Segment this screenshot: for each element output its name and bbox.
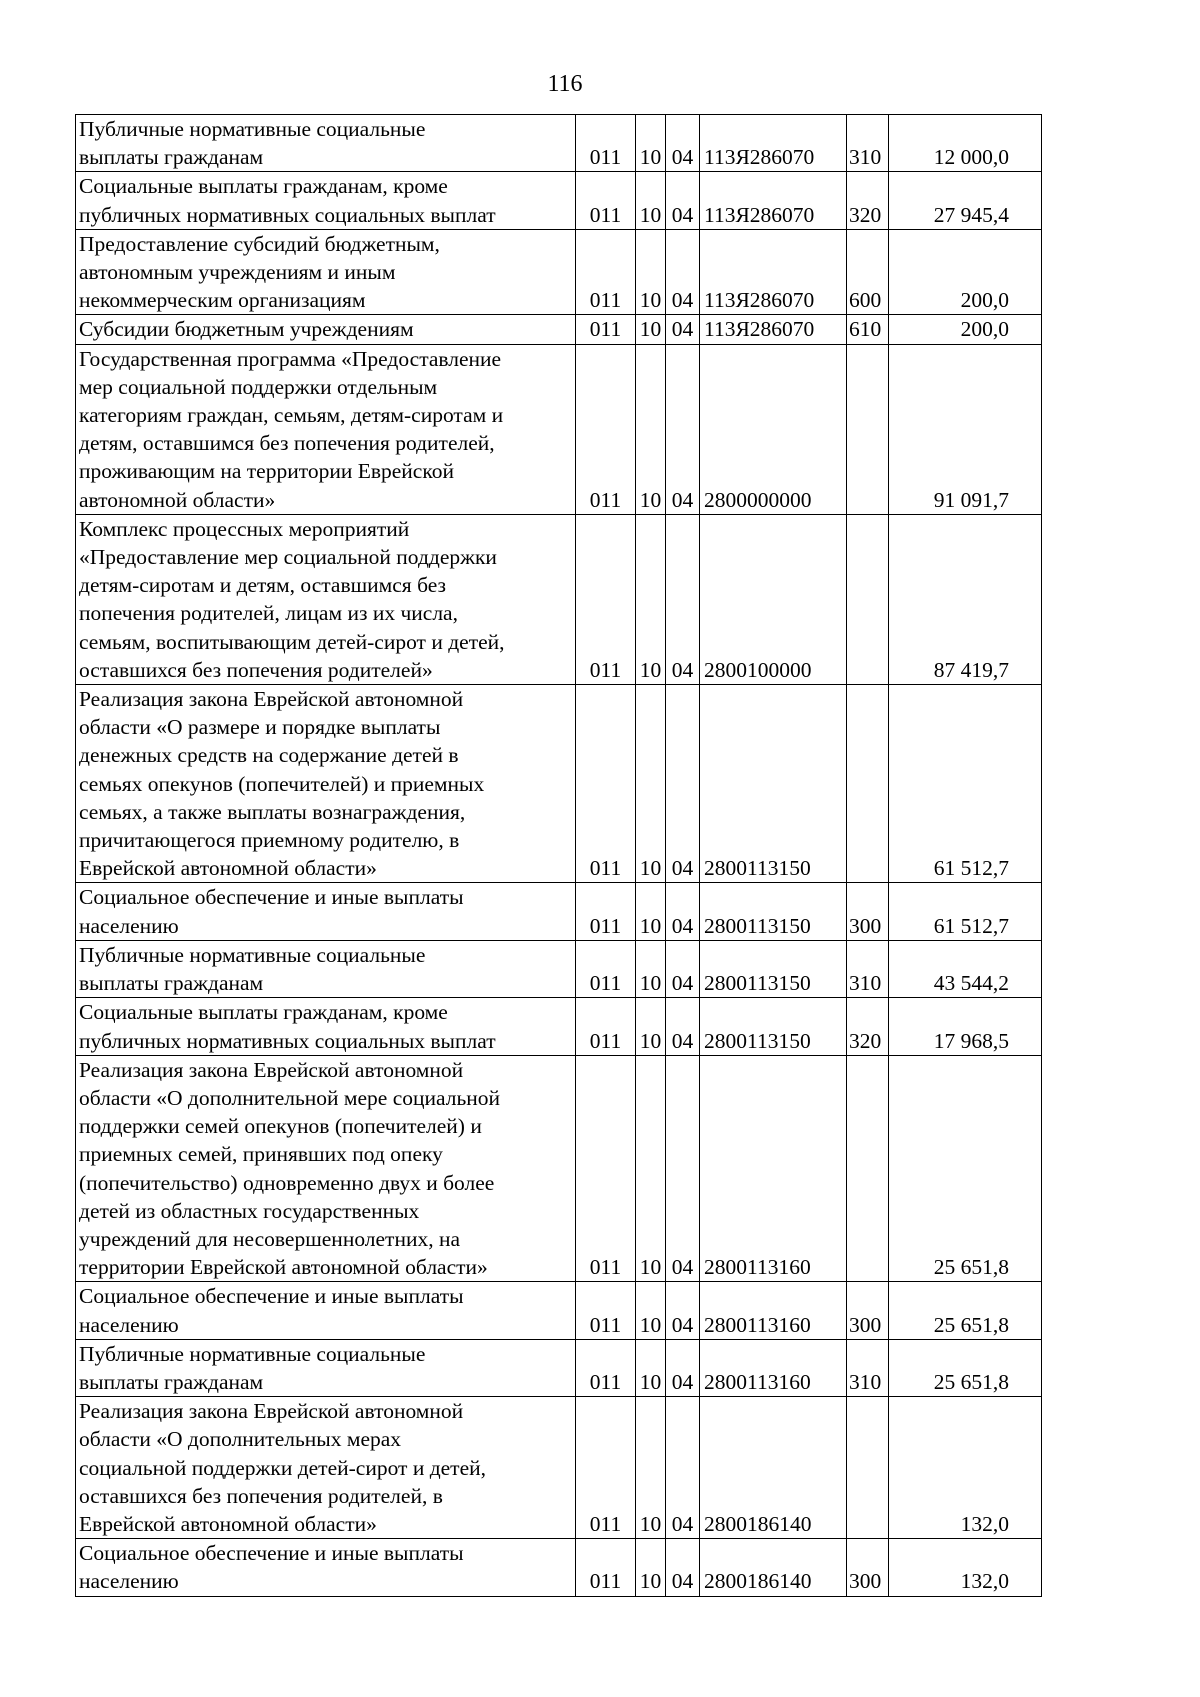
amount-cell: 200,0 bbox=[889, 229, 1042, 315]
table-row bbox=[76, 315, 1042, 344]
expense-name-cell: Социальные выплаты гражданам, кроме публичных нормативных социальных выплат bbox=[76, 998, 576, 1055]
page-number: 116 bbox=[547, 71, 583, 97]
ministry-code-cell: 011 bbox=[576, 229, 636, 315]
amount-cell: 17 968,5 bbox=[889, 998, 1042, 1055]
subsection-code-cell: 04 bbox=[666, 514, 700, 684]
target-article-cell: 113Я286070 bbox=[700, 229, 847, 315]
expense-name-cell: Публичные нормативные социальные выплаты гражданам bbox=[76, 115, 576, 172]
expense-type-cell bbox=[847, 1397, 889, 1539]
ministry-code-cell: 011 bbox=[576, 1539, 636, 1596]
ministry-code-cell: 011 bbox=[576, 998, 636, 1055]
table-row bbox=[76, 883, 1042, 940]
expense-name-cell: Публичные нормативные социальные выплаты гражданам bbox=[76, 1339, 576, 1396]
expense-type-cell: 600 bbox=[847, 229, 889, 315]
subsection-code-cell: 04 bbox=[666, 172, 700, 229]
subsection-code-cell: 04 bbox=[666, 1282, 700, 1339]
section-code-cell: 10 bbox=[636, 1055, 666, 1282]
section-code-cell: 10 bbox=[636, 315, 666, 344]
table-body bbox=[76, 115, 1042, 1597]
section-code-cell: 10 bbox=[636, 115, 666, 172]
ministry-code-cell: 011 bbox=[576, 940, 636, 997]
expense-type-cell: 300 bbox=[847, 1539, 889, 1596]
section-code-cell: 10 bbox=[636, 172, 666, 229]
table-row bbox=[76, 1539, 1042, 1596]
amount-cell: 25 651,8 bbox=[889, 1282, 1042, 1339]
table-row bbox=[76, 998, 1042, 1055]
subsection-code-cell: 04 bbox=[666, 1339, 700, 1396]
expense-type-cell bbox=[847, 514, 889, 684]
subsection-code-cell: 04 bbox=[666, 344, 700, 514]
expense-name-cell: Социальное обеспечение и иные выплаты населению bbox=[76, 1282, 576, 1339]
expense-name-cell: Реализация закона Еврейской автономной области «О дополнительных мерах социальной поддержки детей-сирот и детей, оставшихся без попечения родителей, в Еврейской автономной области» bbox=[76, 1397, 576, 1539]
section-code-cell: 10 bbox=[636, 1339, 666, 1396]
expense-type-cell bbox=[847, 685, 889, 883]
ministry-code-cell: 011 bbox=[576, 1055, 636, 1282]
section-code-cell: 10 bbox=[636, 344, 666, 514]
table-row bbox=[76, 1282, 1042, 1339]
target-article-cell: 2800113150 bbox=[700, 998, 847, 1055]
amount-cell: 132,0 bbox=[889, 1539, 1042, 1596]
subsection-code-cell: 04 bbox=[666, 115, 700, 172]
subsection-code-cell: 04 bbox=[666, 315, 700, 344]
expense-type-cell: 320 bbox=[847, 998, 889, 1055]
amount-cell: 43 544,2 bbox=[889, 940, 1042, 997]
expense-type-cell: 300 bbox=[847, 1282, 889, 1339]
section-code-cell: 10 bbox=[636, 685, 666, 883]
amount-cell: 27 945,4 bbox=[889, 172, 1042, 229]
target-article-cell: 2800113160 bbox=[700, 1282, 847, 1339]
expense-type-cell: 300 bbox=[847, 883, 889, 940]
ministry-code-cell: 011 bbox=[576, 1282, 636, 1339]
target-article-cell: 2800100000 bbox=[700, 514, 847, 684]
section-code-cell: 10 bbox=[636, 998, 666, 1055]
target-article-cell: 2800113160 bbox=[700, 1339, 847, 1396]
section-code-cell: 10 bbox=[636, 883, 666, 940]
section-code-cell: 10 bbox=[636, 940, 666, 997]
expense-name-cell: Субсидии бюджетным учреждениям bbox=[76, 315, 576, 344]
expense-type-cell: 310 bbox=[847, 940, 889, 997]
amount-cell: 200,0 bbox=[889, 315, 1042, 344]
table-row bbox=[76, 229, 1042, 315]
subsection-code-cell: 04 bbox=[666, 1397, 700, 1539]
expense-name-cell: Социальное обеспечение и иные выплаты населению bbox=[76, 1539, 576, 1596]
amount-cell: 12 000,0 bbox=[889, 115, 1042, 172]
table-row bbox=[76, 1397, 1042, 1539]
expense-name-cell: Реализация закона Еврейской автономной области «О размере и порядке выплаты денежных средств на содержание детей в семьях опекунов (попечителей) и приемных семьях, а также выплаты вознаграждения, причитающегося приемному родителю, в Еврейской автономной области» bbox=[76, 685, 576, 883]
table-row bbox=[76, 514, 1042, 684]
target-article-cell: 2800113150 bbox=[700, 940, 847, 997]
subsection-code-cell: 04 bbox=[666, 1539, 700, 1596]
budget-table bbox=[75, 114, 1042, 1597]
expense-name-cell: Предоставление субсидий бюджетным, автономным учреждениям и иным некоммерческим организациям bbox=[76, 229, 576, 315]
target-article-cell: 113Я286070 bbox=[700, 172, 847, 229]
subsection-code-cell: 04 bbox=[666, 940, 700, 997]
amount-cell: 87 419,7 bbox=[889, 514, 1042, 684]
expense-name-cell: Публичные нормативные социальные выплаты гражданам bbox=[76, 940, 576, 997]
amount-cell: 61 512,7 bbox=[889, 685, 1042, 883]
expense-type-cell bbox=[847, 1055, 889, 1282]
expense-name-cell: Социальное обеспечение и иные выплаты населению bbox=[76, 883, 576, 940]
expense-name-cell: Государственная программа «Предоставление мер социальной поддержки отдельным категориям граждан, семьям, детям-сиротам и детям, оставшимся без попечения родителей, проживающим на территории Еврейской автономной области» bbox=[76, 344, 576, 514]
ministry-code-cell: 011 bbox=[576, 1397, 636, 1539]
subsection-code-cell: 04 bbox=[666, 883, 700, 940]
subsection-code-cell: 04 bbox=[666, 998, 700, 1055]
expense-name-cell: Комплекс процессных мероприятий «Предоставление мер социальной поддержки детям-сиротам и детям, оставшимся без попечения родителей, лицам из их числа, семьям, воспитывающим детей-сирот и детей, оставшихся без попечения родителей» bbox=[76, 514, 576, 684]
target-article-cell: 113Я286070 bbox=[700, 315, 847, 344]
subsection-code-cell: 04 bbox=[666, 229, 700, 315]
table-row bbox=[76, 940, 1042, 997]
ministry-code-cell: 011 bbox=[576, 344, 636, 514]
amount-cell: 25 651,8 bbox=[889, 1055, 1042, 1282]
expense-type-cell: 610 bbox=[847, 315, 889, 344]
target-article-cell: 2800113160 bbox=[700, 1055, 847, 1282]
amount-cell: 25 651,8 bbox=[889, 1339, 1042, 1396]
section-code-cell: 10 bbox=[636, 1282, 666, 1339]
target-article-cell: 2800113150 bbox=[700, 883, 847, 940]
ministry-code-cell: 011 bbox=[576, 514, 636, 684]
expense-type-cell: 320 bbox=[847, 172, 889, 229]
table-row bbox=[76, 344, 1042, 514]
table-row bbox=[76, 115, 1042, 172]
section-code-cell: 10 bbox=[636, 514, 666, 684]
amount-cell: 132,0 bbox=[889, 1397, 1042, 1539]
amount-cell: 91 091,7 bbox=[889, 344, 1042, 514]
target-article-cell: 2800000000 bbox=[700, 344, 847, 514]
ministry-code-cell: 011 bbox=[576, 883, 636, 940]
expense-type-cell: 310 bbox=[847, 1339, 889, 1396]
ministry-code-cell: 011 bbox=[576, 172, 636, 229]
section-code-cell: 10 bbox=[636, 229, 666, 315]
expense-type-cell: 310 bbox=[847, 115, 889, 172]
expense-type-cell bbox=[847, 344, 889, 514]
ministry-code-cell: 011 bbox=[576, 1339, 636, 1396]
subsection-code-cell: 04 bbox=[666, 685, 700, 883]
target-article-cell: 2800186140 bbox=[700, 1539, 847, 1596]
table-row bbox=[76, 172, 1042, 229]
target-article-cell: 2800113150 bbox=[700, 685, 847, 883]
subsection-code-cell: 04 bbox=[666, 1055, 700, 1282]
ministry-code-cell: 011 bbox=[576, 685, 636, 883]
table-row bbox=[76, 1055, 1042, 1282]
expense-name-cell: Социальные выплаты гражданам, кроме публичных нормативных социальных выплат bbox=[76, 172, 576, 229]
ministry-code-cell: 011 bbox=[576, 115, 636, 172]
target-article-cell: 113Я286070 bbox=[700, 115, 847, 172]
ministry-code-cell: 011 bbox=[576, 315, 636, 344]
amount-cell: 61 512,7 bbox=[889, 883, 1042, 940]
expense-name-cell: Реализация закона Еврейской автономной области «О дополнительной мере социальной поддержки семей опекунов (попечителей) и приемных семей, принявших под опеку (попечительство) одновременно двух и более детей из областных государственных учреждений для несовершеннолетних, на территории Еврейской автономной области» bbox=[76, 1055, 576, 1282]
table-row bbox=[76, 1339, 1042, 1396]
section-code-cell: 10 bbox=[636, 1397, 666, 1539]
section-code-cell: 10 bbox=[636, 1539, 666, 1596]
table-row bbox=[76, 685, 1042, 883]
target-article-cell: 2800186140 bbox=[700, 1397, 847, 1539]
